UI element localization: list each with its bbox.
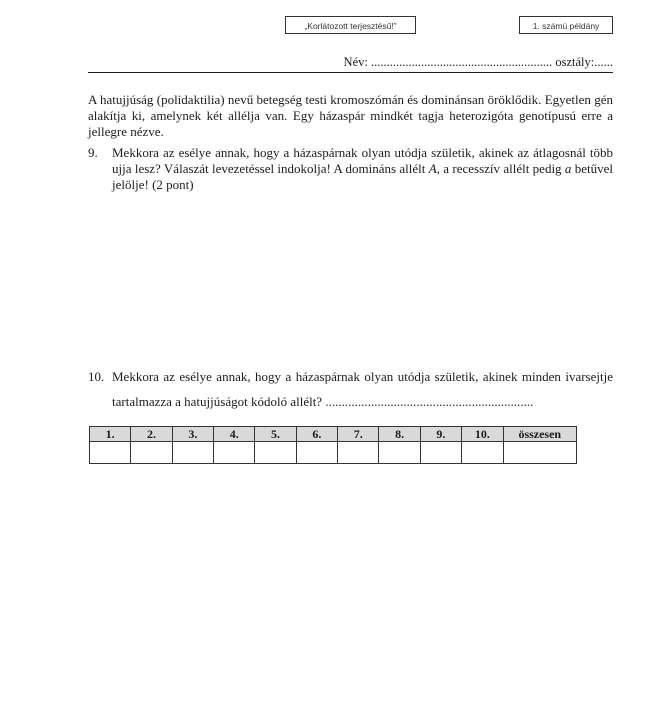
header-rule [88,72,613,73]
score-header-cell: 9. [420,427,461,442]
question-9-text: Mekkora az esélye annak, hogy a házaspárnak olyan utódja születik, akinek az átlagosnál több ujja lesz? Válaszát levezetéssel indokolja! A domináns allélt A, a recesszív allélt pedig a betűvel jelölje! (2 pont) [112,145,614,192]
question-9 [88,145,613,193]
score-table [89,426,577,464]
class-field[interactable]: osztály:...... [555,55,613,69]
name-field[interactable]: .......................................................... [370,55,553,69]
score-entry-cell[interactable] [296,442,337,464]
question-10-answer-field[interactable]: ................................................................ [322,394,534,409]
intro-paragraph: A hatujjúság (polidaktilia) nevű betegség testi kromoszómán és dominánsan öröklődik. Egyetlen gén alakítja ki, amelynek két allélja van. Egy házaspár mindkét tagja heterozigóta genotípusú erre a jellegre nézve. [88,92,613,139]
dominant-allele-symbol: A [428,161,437,176]
question-10-number: 10. [88,369,105,384]
score-entry-total[interactable] [503,442,576,464]
score-header-cell: 3. [172,427,213,442]
score-entry-cell[interactable] [462,442,503,464]
score-entry-cell[interactable] [172,442,213,464]
name-class-row [344,55,613,70]
score-entry-cell[interactable] [90,442,131,464]
question-9-number: 9. [88,145,98,160]
score-header-cell: 4. [214,427,255,442]
score-header-cell: 5. [255,427,296,442]
score-entry-cell[interactable] [131,442,172,464]
score-entry-cell[interactable] [214,442,255,464]
question-10-text: Mekkora az esélye annak, hogy a házaspárnak olyan utódja születik, akinek minden ivarsejtje tartalmazza a hatujjúságot kódoló allélt? ................................................................ [112,369,613,409]
score-header-cell: 10. [462,427,503,442]
score-header-cell: 6. [296,427,337,442]
score-header-cell: 8. [379,427,420,442]
score-entry-cell[interactable] [338,442,379,464]
score-table-header-row [90,427,577,442]
score-header-cell: 7. [338,427,379,442]
name-label: Név: [343,55,368,69]
score-header-total: összesen [503,427,576,442]
restricted-distribution-box: „Korlátozott terjesztésű!” [285,16,416,34]
score-table-entry-row [90,442,577,464]
copy-number-box: 1. számú példány [519,16,613,34]
question-10 [88,364,613,414]
score-entry-cell[interactable] [420,442,461,464]
score-header-cell: 2. [131,427,172,442]
score-header-cell: 1. [90,427,131,442]
score-entry-cell[interactable] [379,442,420,464]
score-entry-cell[interactable] [255,442,296,464]
recessive-allele-symbol: a [564,161,572,176]
